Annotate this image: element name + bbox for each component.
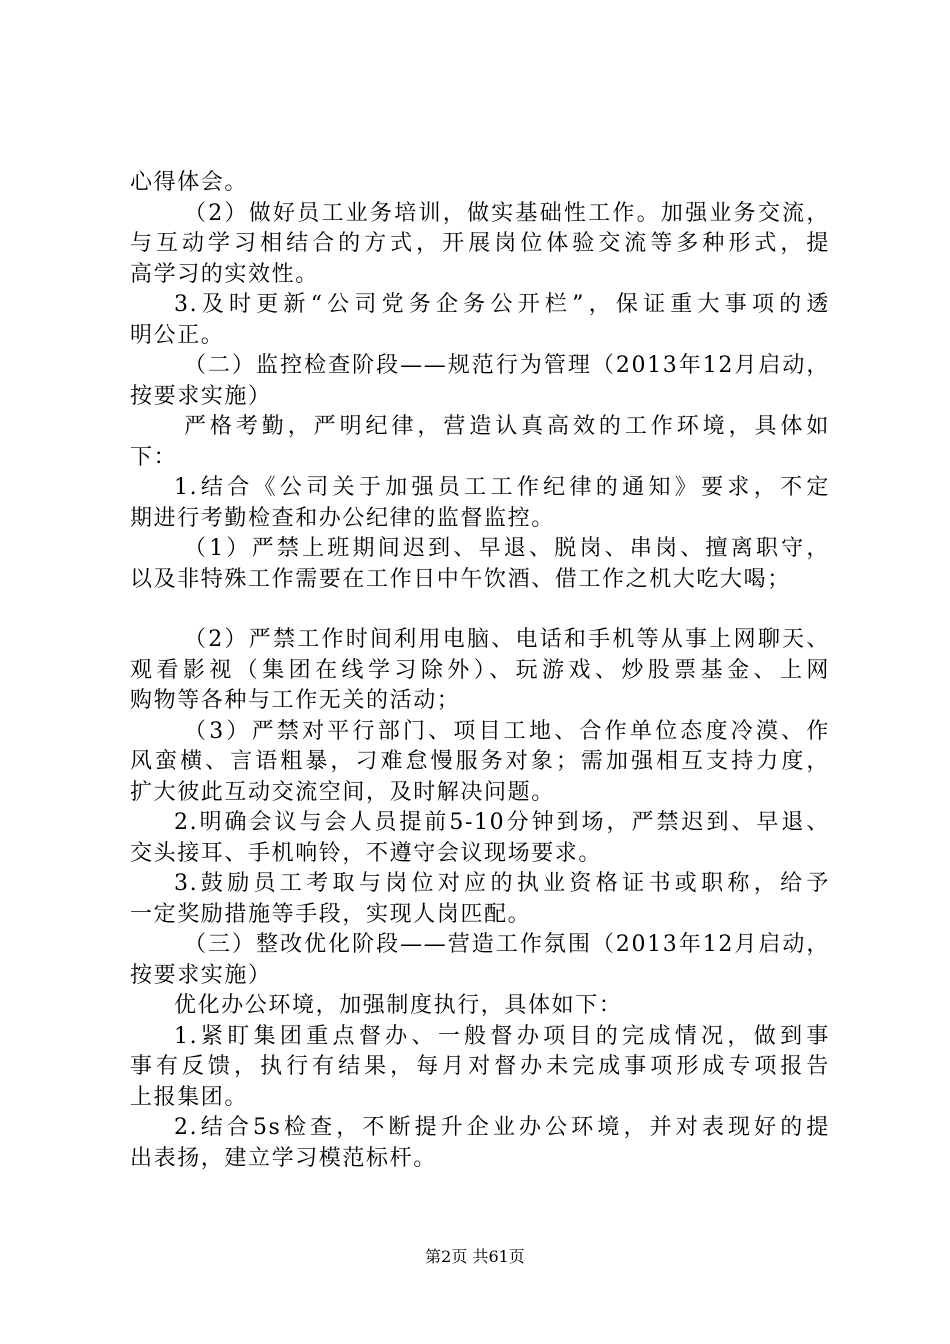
text-line: 下： xyxy=(130,444,178,470)
text-line: （1）严禁上班期间迟到、早退、脱岗、串岗、擅离职守， xyxy=(184,536,830,561)
text-line: 3.及时更新“公司党务企务公开栏”，保证重大事项的透 xyxy=(174,292,830,317)
text-line: 事有反馈，执行有结果，每月对督办未完成事项形成专项报告 xyxy=(130,1054,830,1079)
text-line: 1.结合《公司关于加强员工工作纪律的通知》要求，不定 xyxy=(174,475,830,500)
page-footer: 第2页 共61页 xyxy=(425,1247,525,1266)
text-line: 严格考勤，严明纪律，营造认真高效的工作环境，具体如 xyxy=(184,414,830,439)
text-line: 以及非特殊工作需要在工作日中午饮酒、借工作之机大吃大喝； xyxy=(130,566,791,592)
text-line: （三）整改优化阶段——营造工作氛围（2013年12月启动， xyxy=(184,932,830,957)
text-line: 交头接耳、手机响铃，不遵守会议现场要求。 xyxy=(130,840,603,866)
text-line: （二）监控检查阶段——规范行为管理（2013年12月启动， xyxy=(184,353,830,378)
text-line: 心得体会。 xyxy=(130,170,249,195)
text-line: （2）严禁工作时间利用电脑、电话和手机等从事上网聊天、 xyxy=(184,627,830,652)
text-line: 2.明确会议与会人员提前5-10分钟到场，严禁迟到、早退、 xyxy=(174,810,830,835)
text-line: 优化办公环境，加强制度执行，具体如下： xyxy=(174,993,623,1018)
text-line: 按要求实施） xyxy=(130,383,272,409)
text-line: 高学习的实效性。 xyxy=(130,261,319,287)
text-line: 期进行考勤检查和办公纪律的监督监控。 xyxy=(130,505,555,531)
text-line: 一定奖励措施等手段，实现人岗匹配。 xyxy=(130,901,532,927)
text-line: 出表扬，建立学习模范标杆。 xyxy=(130,1145,437,1171)
text-line: 明公正。 xyxy=(130,322,225,348)
text-line: （2）做好员工业务培训，做实基础性工作。加强业务交流， xyxy=(184,200,830,226)
text-line: 上报集团。 xyxy=(130,1084,249,1110)
text-line: 扩大彼此互动交流空间，及时解决问题。 xyxy=(130,779,555,805)
text-line: 2.结合5s检查，不断提升企业办公环境，并对表现好的提 xyxy=(174,1115,830,1140)
text-line: （3）严禁对平行部门、项目工地、合作单位态度冷漠、作 xyxy=(184,718,830,744)
text-line: 3.鼓励员工考取与岗位对应的执业资格证书或职称，给予 xyxy=(174,871,830,896)
text-line: 按要求实施） xyxy=(130,962,272,988)
text-line: 风蛮横、言语粗暴，刁难怠慢服务对象；需加强相互支持力度， xyxy=(130,749,830,774)
document-body xyxy=(130,168,830,1174)
text-line: 1.紧盯集团重点督办、一般督办项目的完成情况，做到事 xyxy=(174,1023,830,1049)
text-line: 购物等各种与工作无关的活动； xyxy=(130,688,461,713)
text-line: 观看影视（集团在线学习除外）、玩游戏、炒股票基金、上网 xyxy=(130,657,830,683)
text-line: 与互动学习相结合的方式，开展岗位体验交流等多种形式，提 xyxy=(130,231,830,256)
paragraph-gap xyxy=(130,595,830,625)
